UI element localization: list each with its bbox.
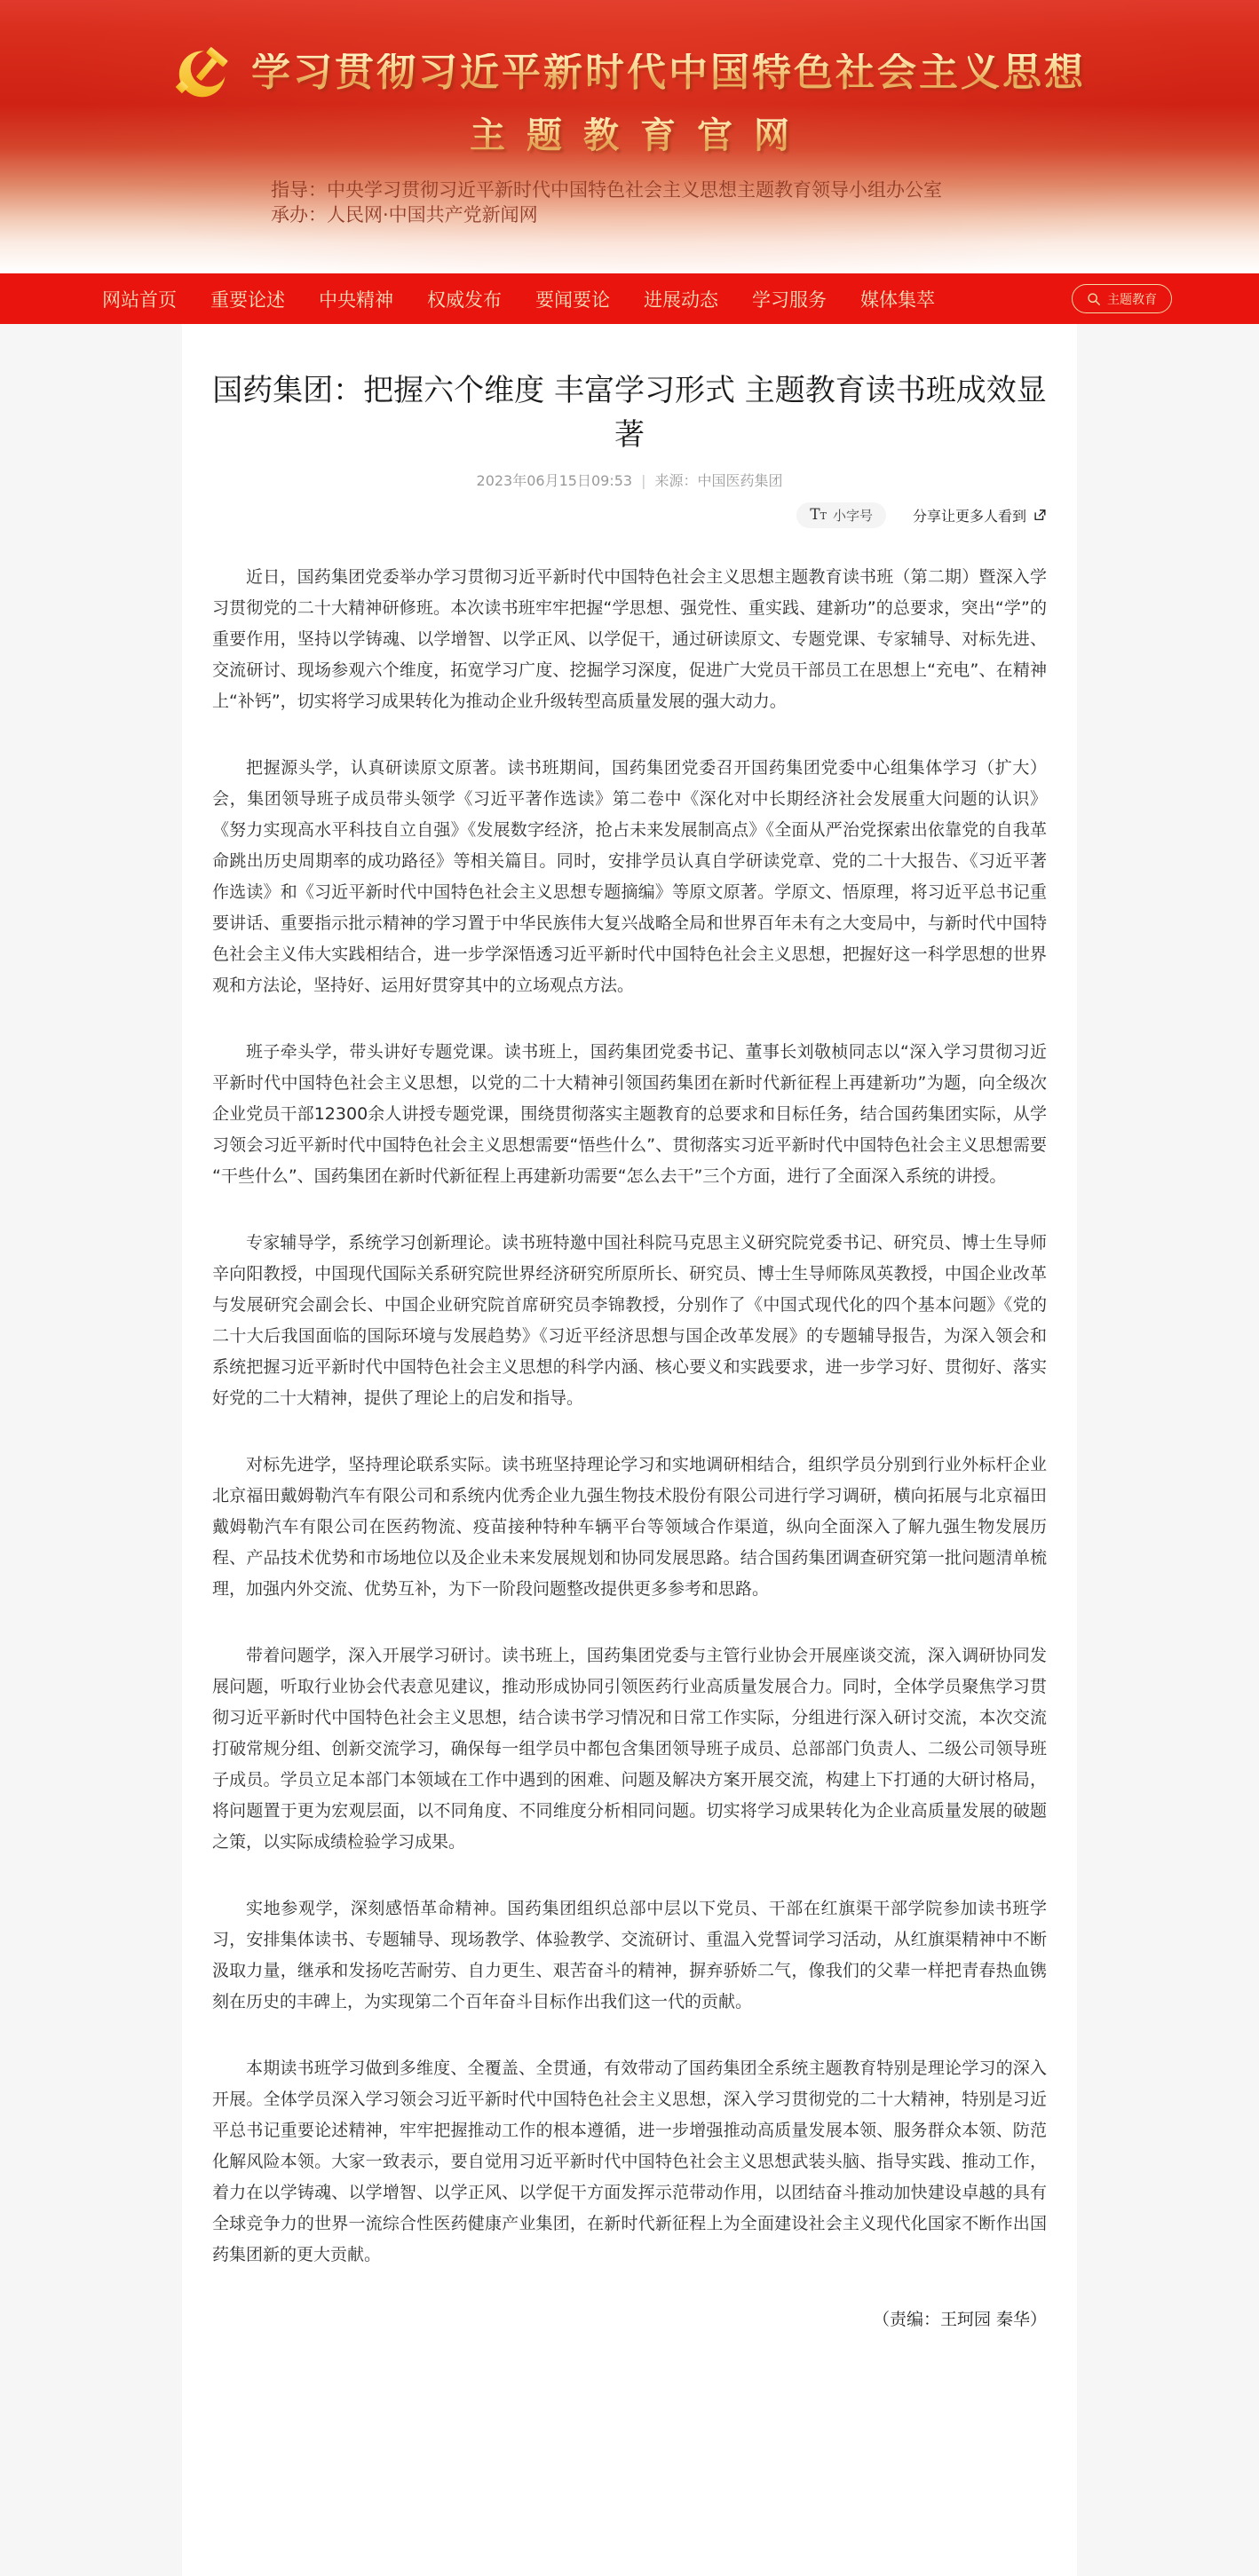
nav-item-home[interactable]: 网站首页 (102, 288, 177, 311)
font-size-icon: TT (810, 505, 827, 524)
main-nav (0, 273, 1259, 324)
article-paragraph: 实地参观学，深刻感悟革命精神。国药集团组织总部中层以下党员、干部在红旗渠干部学院参加读书班学习，安排集体读书、专题辅导、现场教学、体验教学、交流研讨、重温入党誓词学习活动，从红旗渠精神中不断汲取力量，继承和发扬吃苦耐劳、自力更生、艰苦奋斗的精神，摒弃骄娇二气，像我们的父辈一样把青春热血镌刻在历史的丰碑上，为实现第二个百年奋斗目标作出我们这一代的贡献。 (212, 1899, 1047, 2011)
article-paragraph: 近日，国药集团党委举办学习贯彻习近平新时代中国特色社会主义思想主题教育读书班（第二期）暨深入学习贯彻党的二十大精神研修班。本次读书班牢牢把握“学思想、强党性、重实践、建新功”的总要求，突出“学”的重要作用，坚持以学铸魂、以学增智、以学正风、以学促干，通过研读原文、专题党课、专家辅导、对标先进、交流研讨、现场参观六个维度，拓宽学习广度、挖掘学习深度，促进广大党员干部员工在思想上“充电”、在精神上“补钙”，切实将学习成果转化为推动企业升级转型高质量发展的强大动力。 (212, 567, 1047, 711)
article-paragraph: 班子牵头学，带头讲好专题党课。读书班上，国药集团党委书记、董事长刘敬桢同志以“深入学习贯彻习近平新时代中国特色社会主义思想，以党的二十大精神引领国药集团在新时代新征程上再建新功”为题，向全级次企业党员干部12300余人讲授专题党课，围绕贯彻落实主题教育的总要求和目标任务，结合国药集团实际，从学习领会习近平新时代中国特色社会主义思想需要“悟些什么”、贯彻落实习近平新时代中国特色社会主义思想需要“干些什么”、国药集团在新时代新征程上再建新功需要“怎么去干”三个方面，进行了全面深入系统的讲授。 (212, 1042, 1047, 1186)
search-button-label: 主题教育 (1107, 292, 1157, 307)
article-paragraph: 专家辅导学，系统学习创新理论。读书班特邀中国社科院马克思主义研究院党委书记、研究员、博士生导师辛向阳教授，中国现代国际关系研究院世界经济研究所原所长、研究员、博士生导师陈凤英教授，中国企业改革与发展研究会副会长、中国企业研究院首席研究员李锦教授，分别作了《中国式现代化的四个基本问题》《党的二十大后我国面临的国际环境与发展趋势》《习近平经济思想与国企改革发展》的专题辅导报告，为深入领会和系统把握习近平新时代中国特色社会主义思想的科学内涵、核心要义和实践要求，进一步学习好、贯彻好、落实好党的二十大精神，提供了理论上的启发和指导。 (212, 1233, 1047, 1408)
guidance-line: 指导：中央学习贯彻习近平新时代中国特色社会主义思想主题教育领导小组办公室 (271, 179, 942, 201)
banner-info (0, 178, 1259, 227)
meta-separator: | (641, 472, 646, 489)
article-paragraph: 本期读书班学习做到多维度、全覆盖、全贯通，有效带动了国药集团全系统主题教育特别是理论学习的深入开展。全体学员深入学习领会习近平新时代中国特色社会主义思想，深入学习贯彻党的二十大精神，特别是习近平总书记重要论述精神，牢牢把握推动工作的根本遵循，进一步增强推动高质量发展本领、服务群众本领、防范化解风险本领。大家一致表示，要自觉用习近平新时代中国特色社会主义思想武装头脑、指导实践、推动工作，着力在以学铸魂、以学增智、以学正风、以学促干方面发挥示范带动作用，以团结奋斗推动加快建设卓越的具有全球竞争力的世界一流综合性医药健康产业集团，在新时代新征程上为全面建设社会主义现代化国家不断作出国药集团新的更大贡献。 (212, 2058, 1047, 2264)
share-button[interactable] (913, 505, 1047, 525)
site-banner (0, 0, 1259, 273)
site-title-line2: 主题教育官网 (0, 115, 1259, 156)
banner-title-row (0, 0, 1259, 101)
article-toolbar (212, 502, 1047, 528)
nav-item-media-digest[interactable]: 媒体集萃 (860, 288, 935, 311)
article-paragraph: 对标先进学，坚持理论联系实际。读书班坚持理论学习和实地调研相结合，组织学员分别到行业外标杆企业北京福田戴姆勒汽车有限公司和系统内优秀企业九强生物技术股份有限公司进行学习调研，横向拓展与北京福田戴姆勒汽车有限公司在医药物流、疫苗接种特种车辆平台等领域合作渠道，纵向全面深入了解九强生物发展历程、产品技术优势和市场地位以及企业未来发展规划和协同发展思路。结合国药集团调查研究第一批问题清单梳理，加强内外交流、优势互补，为下一阶段问题整改提供更多参考和思路。 (212, 1455, 1047, 1599)
nav-item-learning-services[interactable]: 学习服务 (752, 288, 827, 311)
article-title: 国药集团：把握六个维度 丰富学习形式 主题教育读书班成效显著 (212, 373, 1047, 453)
font-size-label: 小字号 (832, 507, 873, 524)
share-external-link-icon (1033, 508, 1047, 522)
article-source: 来源：中国医药集团 (654, 472, 783, 489)
host-line: 承办：人民网·中国共产党新闻网 (271, 204, 538, 225)
article-paragraph: 把握源头学，认真研读原文原著。读书班期间，国药集团党委召开国药集团党委中心组集体学习（扩大）会，集团领导班子成员带头领学《习近平著作选读》第二卷中《深化对中长期经济社会发展重大问题的认识》《努力实现高水平科技自立自强》《发展数字经济，抢占未来发展制高点》《全面从严治党探索出依靠党的自我革命跳出历史周期率的成功路径》等相关篇目。同时，安排学员认真自学研读党章、党的二十大报告、《习近平著作选读》和《习近平新时代中国特色社会主义思想专题摘编》等原文原著。学原文、悟原理，将习近平总书记重要讲话、重要指示批示精神的学习置于中华民族伟大复兴战略全局和世界百年未有之大变局中，与新时代中国特色社会主义伟大实践相结合，进一步学深悟透习近平新时代中国特色社会主义思想，把握好这一科学思想的世界观和方法论，坚持好、运用好贯穿其中的立场观点方法。 (212, 758, 1047, 995)
party-emblem-icon (173, 43, 234, 103)
font-size-button[interactable] (796, 502, 886, 528)
article-body (212, 562, 1047, 2333)
article-datetime: 2023年06月15日09:53 (476, 472, 633, 489)
search-icon (1087, 292, 1101, 306)
site-title-line1: 学习贯彻习近平新时代中国特色社会主义思想 (251, 50, 1086, 95)
share-label: 分享让更多人看到 (912, 507, 1026, 525)
nav-item-key-news[interactable]: 要闻要论 (535, 288, 610, 311)
nav-item-important-discourse[interactable]: 重要论述 (210, 288, 285, 311)
nav-item-central-spirit[interactable]: 中央精神 (319, 288, 393, 311)
search-button[interactable] (1072, 284, 1172, 313)
article-paragraph: 带着问题学，深入开展学习研讨。读书班上，国药集团党委与主管行业协会开展座谈交流，深入调研协同发展问题，听取行业协会代表意见建议，推动形成协同引领医药行业高质量发展合力。同时，全体学员聚焦学习贯彻习近平新时代中国特色社会主义思想，结合读书学习情况和日常工作实际，分组进行深入研讨交流，本次交流打破常规分组、创新交流学习，确保每一组学员中都包含集团领导班子成员、总部部门负责人、二级公司领导班子成员。学员立足本部门本领域在工作中遇到的困难、问题及解决方案开展交流，构建上下打通的大研讨格局，将问题置于更为宏观层面，以不同角度、不同维度分析相同问题。切实将学习成果转化为企业高质量发展的破题之策，以实际成绩检验学习成果。 (212, 1646, 1047, 1852)
article-meta (212, 471, 1047, 491)
nav-item-authoritative-release[interactable]: 权威发布 (427, 288, 502, 311)
nav-item-progress-updates[interactable]: 进展动态 (644, 288, 718, 311)
editor-note: （责编：王珂园 秦华） (872, 2310, 1047, 2329)
article-page (182, 324, 1077, 2576)
